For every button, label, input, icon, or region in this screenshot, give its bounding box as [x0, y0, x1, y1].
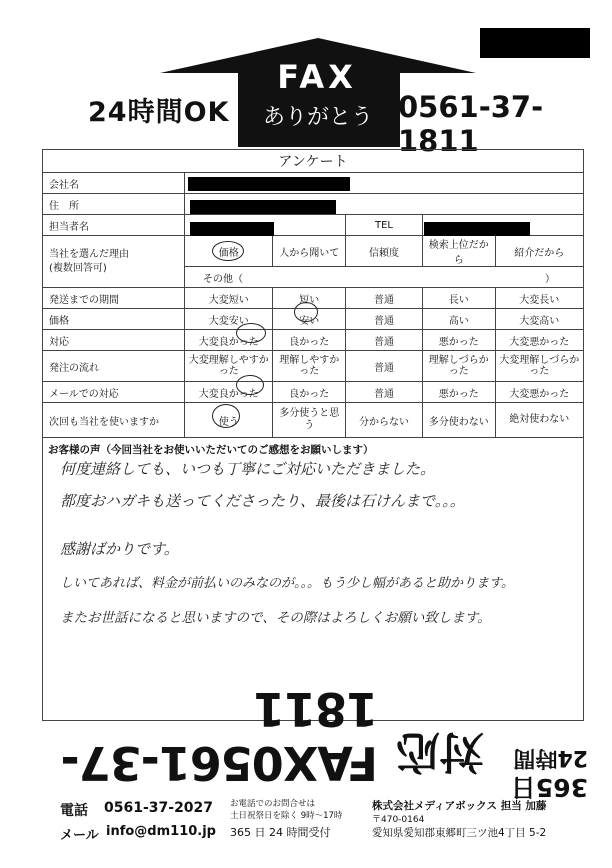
- option[interactable]: 理解しやすかった: [273, 351, 346, 382]
- reason-other: その他（: [203, 273, 243, 285]
- header-fax-word: FAX: [277, 58, 357, 96]
- option[interactable]: 高い: [423, 309, 496, 330]
- option[interactable]: 良かった: [273, 330, 346, 351]
- option[interactable]: 大変悪かった: [495, 330, 583, 351]
- survey-title: アンケート: [43, 150, 584, 173]
- option[interactable]: 普通: [346, 330, 423, 351]
- header-fax-number: 0561-37-1811: [398, 90, 544, 158]
- reason-option[interactable]: 検索上位だから: [423, 236, 496, 267]
- footer-zip: 〒470-0164: [372, 815, 425, 825]
- company-label: 会社名: [43, 173, 185, 194]
- footer-hours-note-1: お電話でのお問合せは: [230, 799, 316, 809]
- answer-circle-mark: [212, 404, 240, 428]
- option[interactable]: 大変理解しづらかった: [495, 351, 583, 382]
- option[interactable]: 普通: [346, 288, 423, 309]
- option[interactable]: 大変安い: [185, 309, 273, 330]
- header-24h-ok: 24時間OK: [88, 97, 230, 128]
- footer-phone[interactable]: 0561-37-2027: [104, 800, 214, 816]
- option[interactable]: 短い: [273, 288, 346, 309]
- option[interactable]: 理解しづらかった: [423, 351, 496, 382]
- option[interactable]: 普通: [346, 351, 423, 382]
- person-label: 担当者名: [43, 215, 185, 236]
- reason-option[interactable]: 信頼度: [346, 236, 423, 267]
- option[interactable]: 大変理解しやすかった: [185, 351, 273, 382]
- comment-line: しいてあれば、料金が前払いのみなのが。。。もう少し幅があると助かります。: [60, 576, 514, 591]
- answer-circle-mark: [236, 375, 264, 395]
- redacted-tel: [424, 222, 530, 236]
- option[interactable]: 長い: [423, 288, 496, 309]
- header-thanks: ありがとう: [262, 105, 373, 130]
- reason-option[interactable]: 人から聞いて: [273, 236, 346, 267]
- reason-option[interactable]: 紹介だから: [495, 236, 583, 267]
- reason-other-cell[interactable]: [185, 267, 584, 288]
- reason-label-cell: [43, 236, 185, 288]
- option[interactable]: 大変良かった: [185, 382, 273, 403]
- redacted-company: [188, 177, 350, 191]
- option[interactable]: 多分使うと思う: [273, 403, 346, 438]
- footer-phone-label: 電話: [60, 803, 88, 819]
- option[interactable]: 大変長い: [495, 288, 583, 309]
- comments-heading: お客様の声（今回当社をお使いいただいてのご感想をお願いします）: [48, 444, 374, 456]
- option[interactable]: 大変悪かった: [495, 382, 583, 403]
- row-label: 発送までの期間: [43, 288, 185, 309]
- address-label: 住 所: [43, 194, 185, 215]
- option[interactable]: 悪かった: [423, 330, 496, 351]
- footer-company: 株式会社メディアボックス 担当 加藤: [372, 800, 547, 812]
- banner-hours: 24時間: [513, 745, 588, 770]
- option[interactable]: 普通: [346, 382, 423, 403]
- option[interactable]: 大変良かった: [185, 330, 273, 351]
- row-label: メールでの対応: [43, 382, 185, 403]
- option[interactable]: 良かった: [273, 382, 346, 403]
- option[interactable]: 分からない: [346, 403, 423, 438]
- option[interactable]: 大変高い: [495, 309, 583, 330]
- footer-mail[interactable]: info@dm110.jp: [106, 824, 216, 839]
- banner-fax-text: FAX0561-37-1811: [61, 682, 378, 790]
- option[interactable]: 使う: [185, 403, 273, 438]
- comment-line: またお世話になると思いますので、その際はよろしくお願い致します。: [60, 610, 491, 626]
- redacted-person: [190, 222, 274, 236]
- answer-circle-mark: [294, 302, 318, 322]
- banner-days: 365日: [510, 773, 588, 802]
- tel-label: TEL: [346, 215, 423, 236]
- row-label: 次回も当社を使いますか: [43, 403, 185, 438]
- option[interactable]: 多分使わない: [423, 403, 496, 438]
- option[interactable]: 悪かった: [423, 382, 496, 403]
- row-label: 価格: [43, 309, 185, 330]
- footer-mail-label: メール: [60, 828, 99, 843]
- reason-label: 当社を選んだ理由: [49, 248, 129, 260]
- redacted-address: [190, 200, 336, 214]
- row-label: 発注の流れ: [43, 351, 185, 382]
- answer-circle-mark: [236, 323, 266, 343]
- banner-days-block: [488, 734, 588, 802]
- answer-circle-mark: [212, 241, 244, 261]
- reason-option[interactable]: 価格: [185, 236, 273, 267]
- footer-fax-hours: 365 日 24 時間受付: [230, 826, 331, 839]
- footer-address: 愛知県愛知郡東郷町三ツ池4丁目 5-2: [372, 827, 547, 839]
- reason-other-close: ）: [545, 273, 555, 285]
- reason-sub: (複数回答可): [49, 262, 107, 274]
- option[interactable]: 絶対使わない: [495, 403, 583, 438]
- survey-table: [42, 149, 584, 438]
- option[interactable]: 安い: [273, 309, 346, 330]
- fax-banner: [40, 682, 588, 802]
- option[interactable]: 普通: [346, 309, 423, 330]
- comment-line: 何度連絡しても、いつも丁寧にご対応いただきました。: [60, 460, 436, 478]
- banner-support: 対応: [396, 726, 484, 777]
- row-label: 対応: [43, 330, 185, 351]
- comment-line: 都度おハガキも送ってくださったり、最後は石けんまで。。。: [60, 492, 465, 510]
- comment-line: 感謝ばかりです。: [60, 540, 179, 558]
- option[interactable]: 大変短い: [185, 288, 273, 309]
- footer-hours-note-2: 土日祝祭日を除く 9時～17時: [230, 811, 343, 821]
